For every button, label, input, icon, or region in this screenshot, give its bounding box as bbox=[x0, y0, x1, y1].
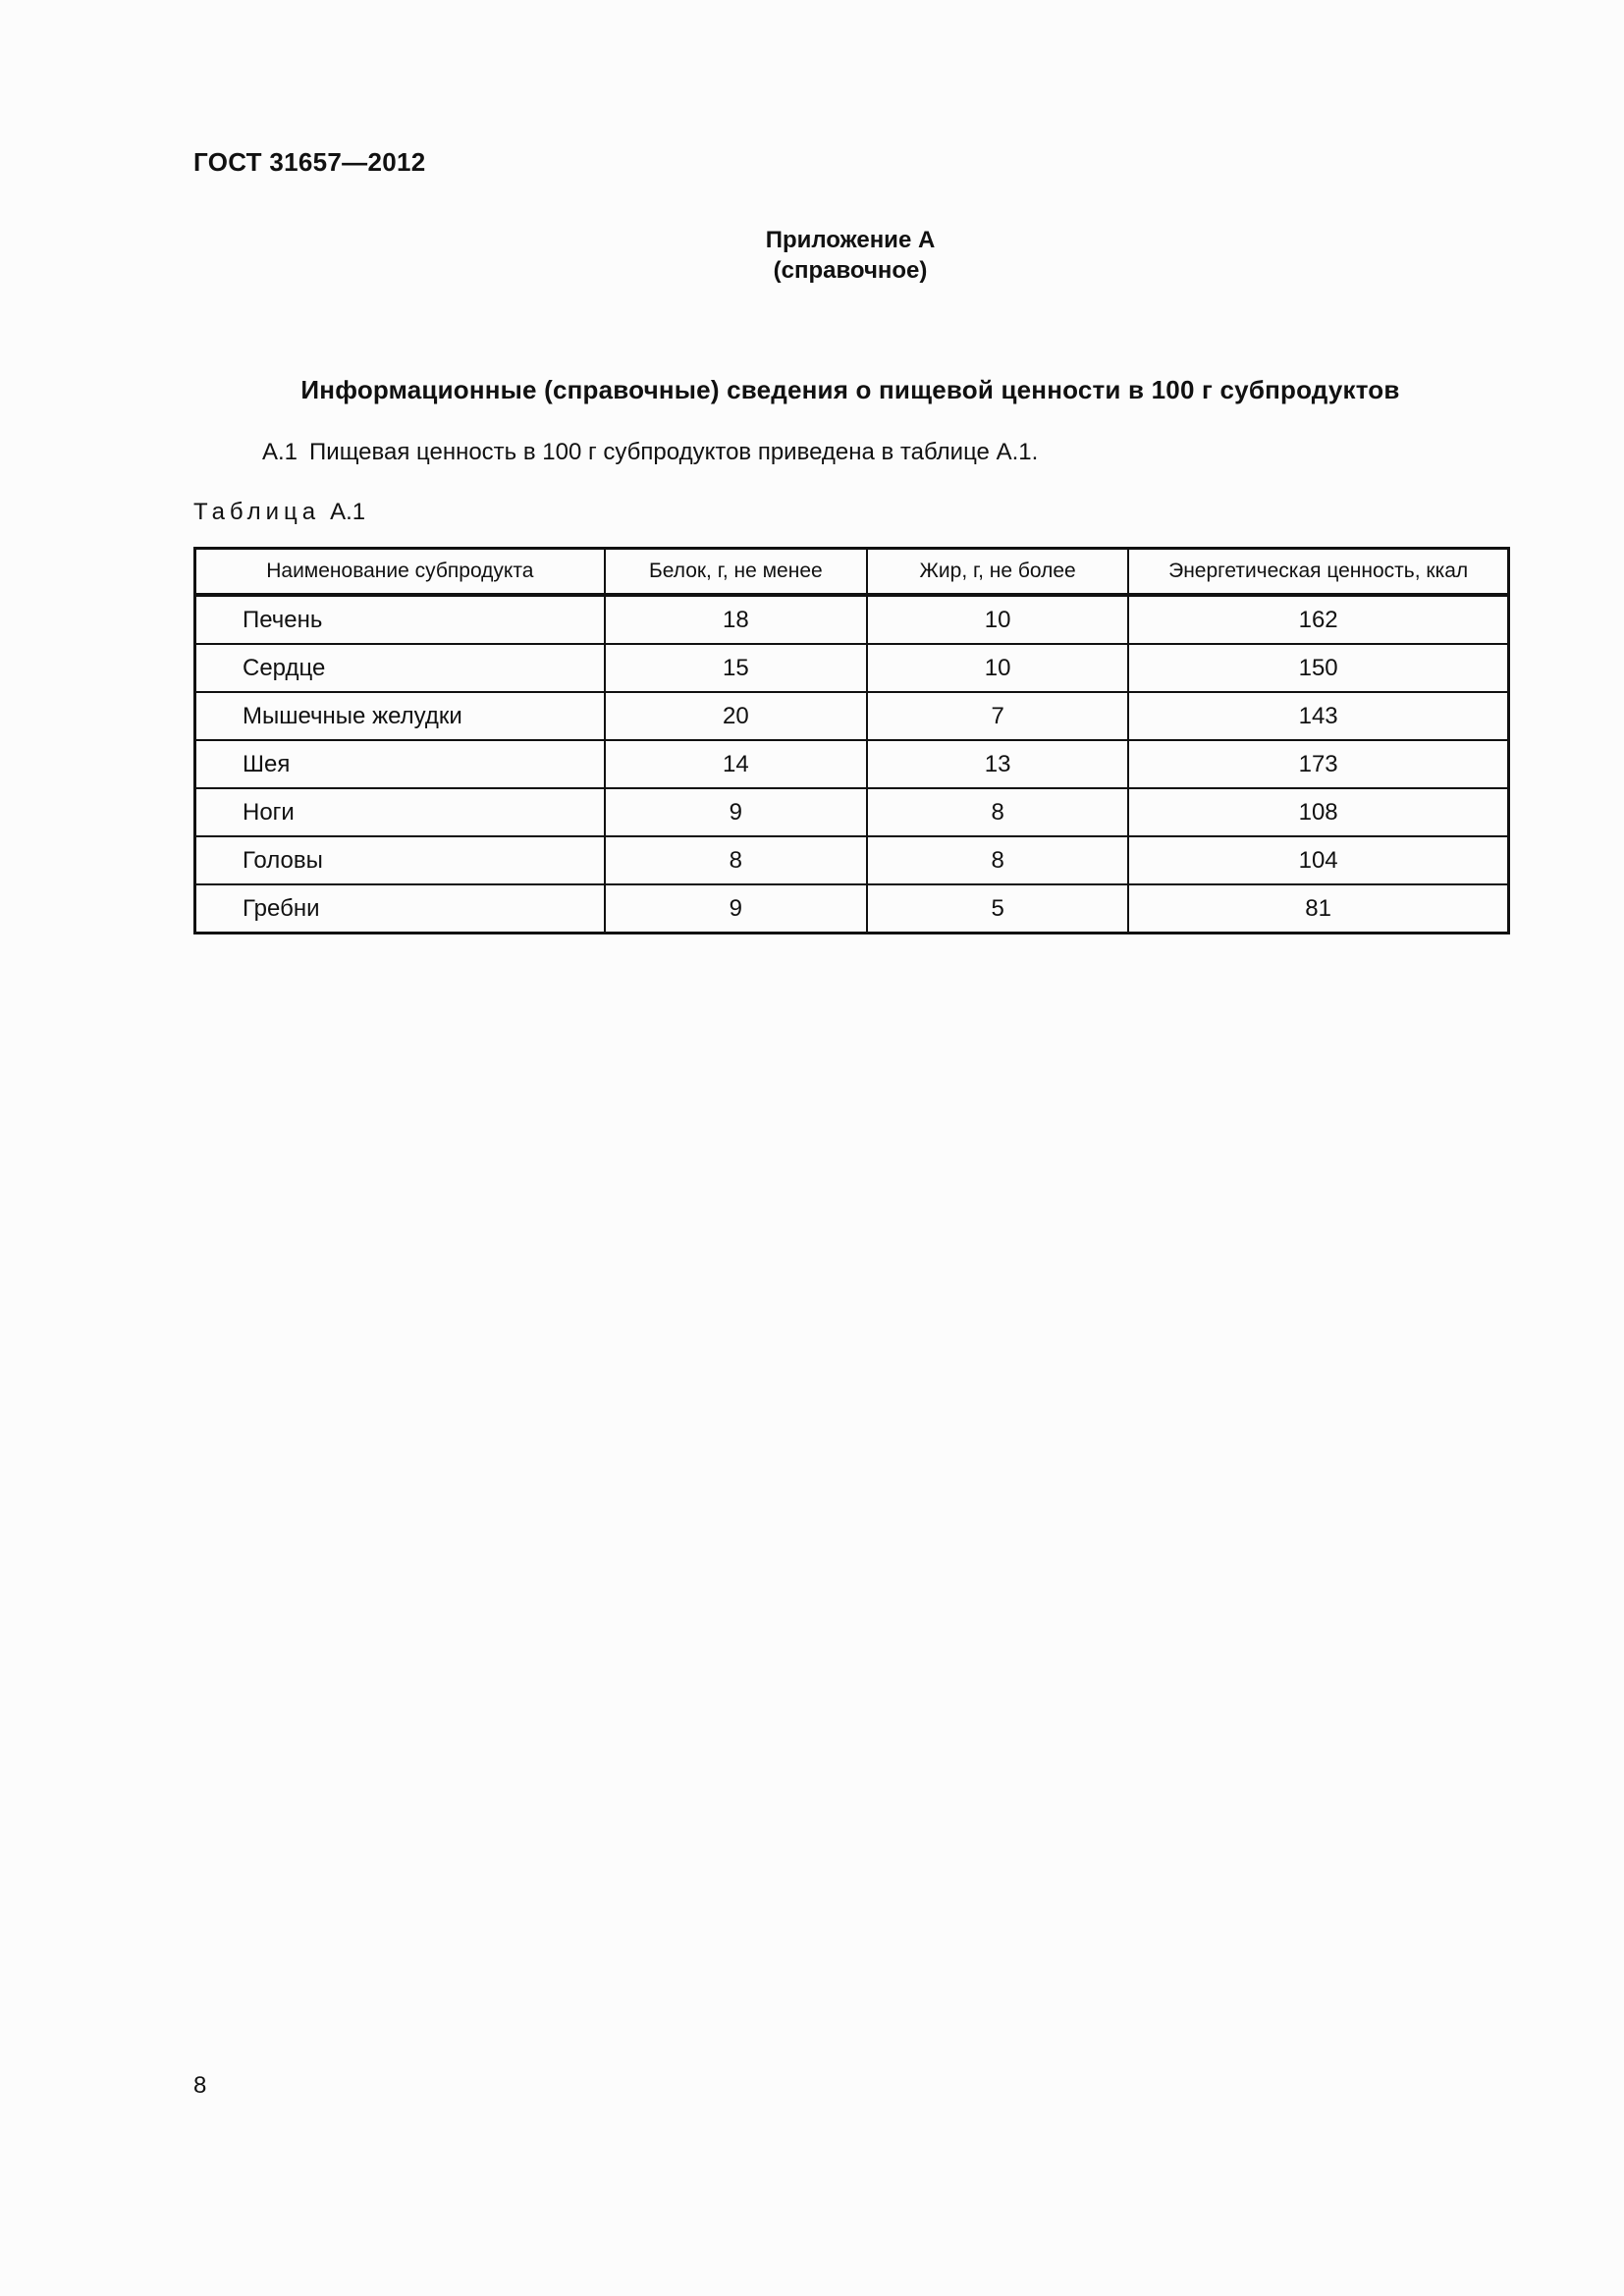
cell-protein: 9 bbox=[605, 788, 867, 836]
table-caption-word: Таблица bbox=[193, 499, 321, 525]
table-row bbox=[195, 644, 1509, 692]
cell-energy: 173 bbox=[1128, 740, 1508, 788]
cell-energy: 162 bbox=[1128, 595, 1508, 644]
cell-fat: 10 bbox=[867, 644, 1128, 692]
cell-name: Сердце bbox=[195, 644, 605, 692]
paragraph-number: А.1 bbox=[262, 439, 298, 465]
cell-energy: 150 bbox=[1128, 644, 1508, 692]
cell-name: Ноги bbox=[195, 788, 605, 836]
document-standard-id: ГОСТ 31657—2012 bbox=[193, 147, 426, 177]
cell-protein: 14 bbox=[605, 740, 867, 788]
cell-fat: 10 bbox=[867, 595, 1128, 644]
cell-energy: 104 bbox=[1128, 836, 1508, 884]
appendix-title: Приложение А bbox=[765, 227, 936, 253]
column-header-energy: Энергетическая ценность, ккал bbox=[1128, 549, 1508, 596]
cell-name: Мышечные желудки bbox=[195, 692, 605, 740]
cell-fat: 8 bbox=[867, 788, 1128, 836]
column-header-name: Наименование субпродукта bbox=[195, 549, 605, 596]
table-row bbox=[195, 692, 1509, 740]
page-number: 8 bbox=[193, 2072, 207, 2099]
paragraph-text: Пищевая ценность в 100 г субпродуктов приведена в таблице А.1. bbox=[309, 439, 1039, 465]
cell-fat: 13 bbox=[867, 740, 1128, 788]
nutrition-table bbox=[193, 547, 1510, 934]
table-row bbox=[195, 836, 1509, 884]
cell-energy: 81 bbox=[1128, 884, 1508, 934]
table-header-row bbox=[195, 549, 1509, 596]
cell-protein: 20 bbox=[605, 692, 867, 740]
section-title: Информационные (справочные) сведения о пищевой ценности в 100 г субпродуктов bbox=[300, 375, 1400, 404]
cell-protein: 18 bbox=[605, 595, 867, 644]
table-caption bbox=[193, 499, 365, 526]
cell-name: Головы bbox=[195, 836, 605, 884]
cell-fat: 7 bbox=[867, 692, 1128, 740]
cell-energy: 143 bbox=[1128, 692, 1508, 740]
cell-fat: 5 bbox=[867, 884, 1128, 934]
appendix-heading bbox=[0, 225, 1624, 286]
cell-name: Шея bbox=[195, 740, 605, 788]
table-row bbox=[195, 788, 1509, 836]
paragraph-a1 bbox=[262, 439, 1038, 466]
cell-energy: 108 bbox=[1128, 788, 1508, 836]
cell-protein: 8 bbox=[605, 836, 867, 884]
table-row bbox=[195, 884, 1509, 934]
appendix-type: (справочное) bbox=[773, 257, 928, 284]
table-row bbox=[195, 595, 1509, 644]
table-row bbox=[195, 740, 1509, 788]
table-caption-number: А.1 bbox=[330, 499, 366, 525]
cell-name: Печень bbox=[195, 595, 605, 644]
cell-name: Гребни bbox=[195, 884, 605, 934]
cell-protein: 9 bbox=[605, 884, 867, 934]
cell-fat: 8 bbox=[867, 836, 1128, 884]
column-header-protein: Белок, г, не менее bbox=[605, 549, 867, 596]
column-header-fat: Жир, г, не более bbox=[867, 549, 1128, 596]
cell-protein: 15 bbox=[605, 644, 867, 692]
